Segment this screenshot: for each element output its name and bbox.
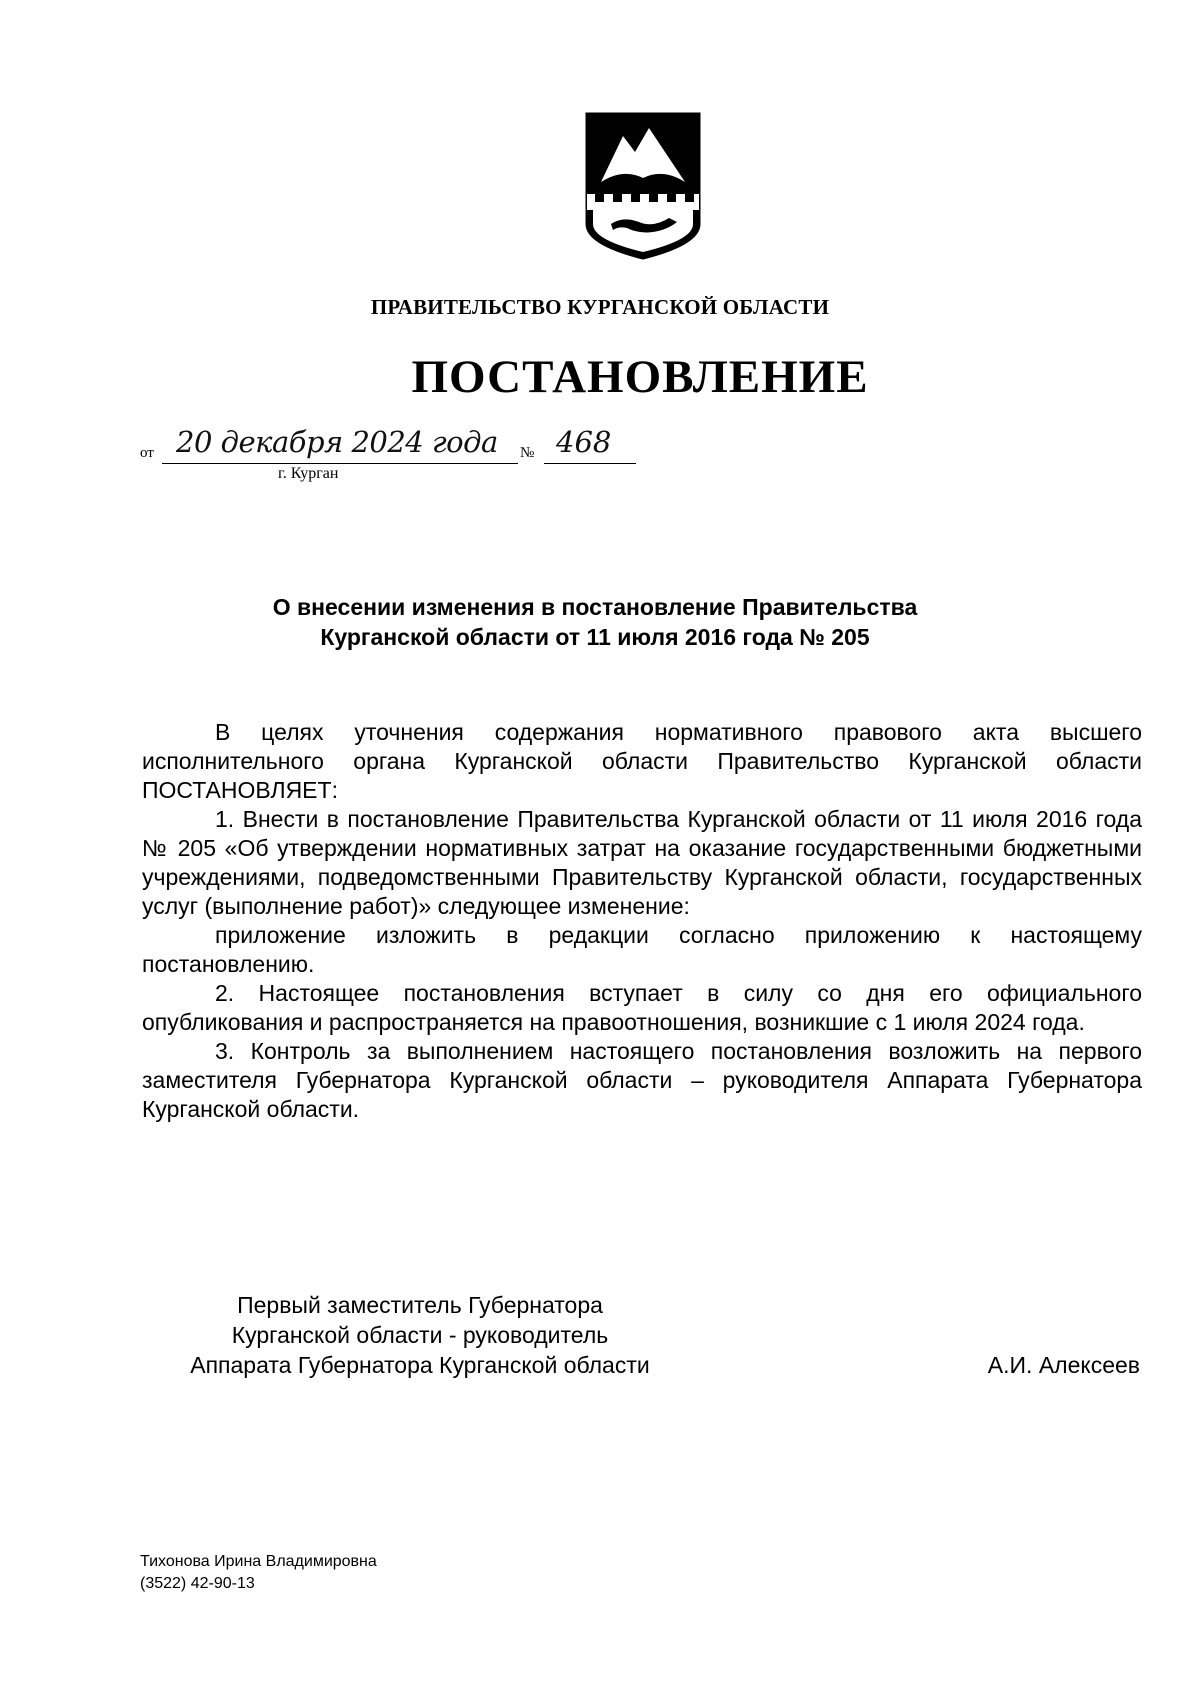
signatory-position-line: Аппарата Губернатора Курганской области — [190, 1352, 650, 1378]
coat-of-arms-icon — [583, 112, 703, 260]
date-number-line — [140, 425, 640, 485]
executor-phone: (3522) 42-90-13 — [140, 1575, 255, 1592]
body-paragraph: приложение изложить в редакции согласно приложению к настоящему постановлению. — [142, 922, 1142, 977]
executor-block — [140, 1551, 540, 1595]
city-label: г. Курган — [278, 465, 339, 482]
handwritten-number: 468 — [556, 425, 612, 459]
body-paragraph: 3. Контроль за выполнением настоящего постановления возложить на первого заместителя Губернатора Курганской области – руководителя Аппарата Губернатора Курганской области. — [142, 1038, 1142, 1122]
document-body — [142, 718, 1142, 1124]
subject-line: Курганской области от 11 июля 2016 года № 205 — [320, 624, 870, 650]
date-underline — [162, 463, 518, 464]
signatory-position — [140, 1290, 700, 1380]
body-paragraph: 2. Настоящее постановления вступает в силу со дня его официального опубликования и распространяется на правоотношения, возникшие с 1 июля 2024 года. — [142, 980, 1142, 1035]
government-name: ПРАВИТЕЛЬСТВО КУРГАНСКОЙ ОБЛАСТИ — [370, 295, 830, 319]
body-paragraph: В целях уточнения содержания нормативного правового акта высшего исполнительного органа Курганской области Правительство Курганской области ПОСТАНОВЛЯЕТ: — [142, 719, 1142, 803]
date-prefix: от — [140, 445, 154, 461]
executor-name: Тихонова Ирина Владимировна — [140, 1553, 377, 1570]
number-label: № — [520, 445, 535, 461]
signatory-position-line: Курганской области - руководитель — [231, 1322, 609, 1348]
document-type-title: ПОСТАНОВЛЕНИЕ — [411, 351, 869, 403]
body-paragraph: 1. Внести в постановление Правительства Курганской области от 11 июля 2016 года № 205 «Об утверждении нормативных затрат на оказание государственными бюджетными учреждениями, подведомственными Правительству Курганской области, государственных услуг (выполнение работ)» следующее изменение: — [142, 806, 1142, 919]
subject-line: О внесении изменения в постановление Правительства — [272, 594, 918, 620]
signatory-position-line: Первый заместитель Губернатора — [237, 1292, 603, 1318]
signatory-name: А.И. Алексеев — [987, 1352, 1140, 1378]
document-subject — [180, 592, 1010, 652]
number-underline — [544, 463, 636, 464]
handwritten-date: 20 декабря 2024 года — [176, 425, 498, 459]
